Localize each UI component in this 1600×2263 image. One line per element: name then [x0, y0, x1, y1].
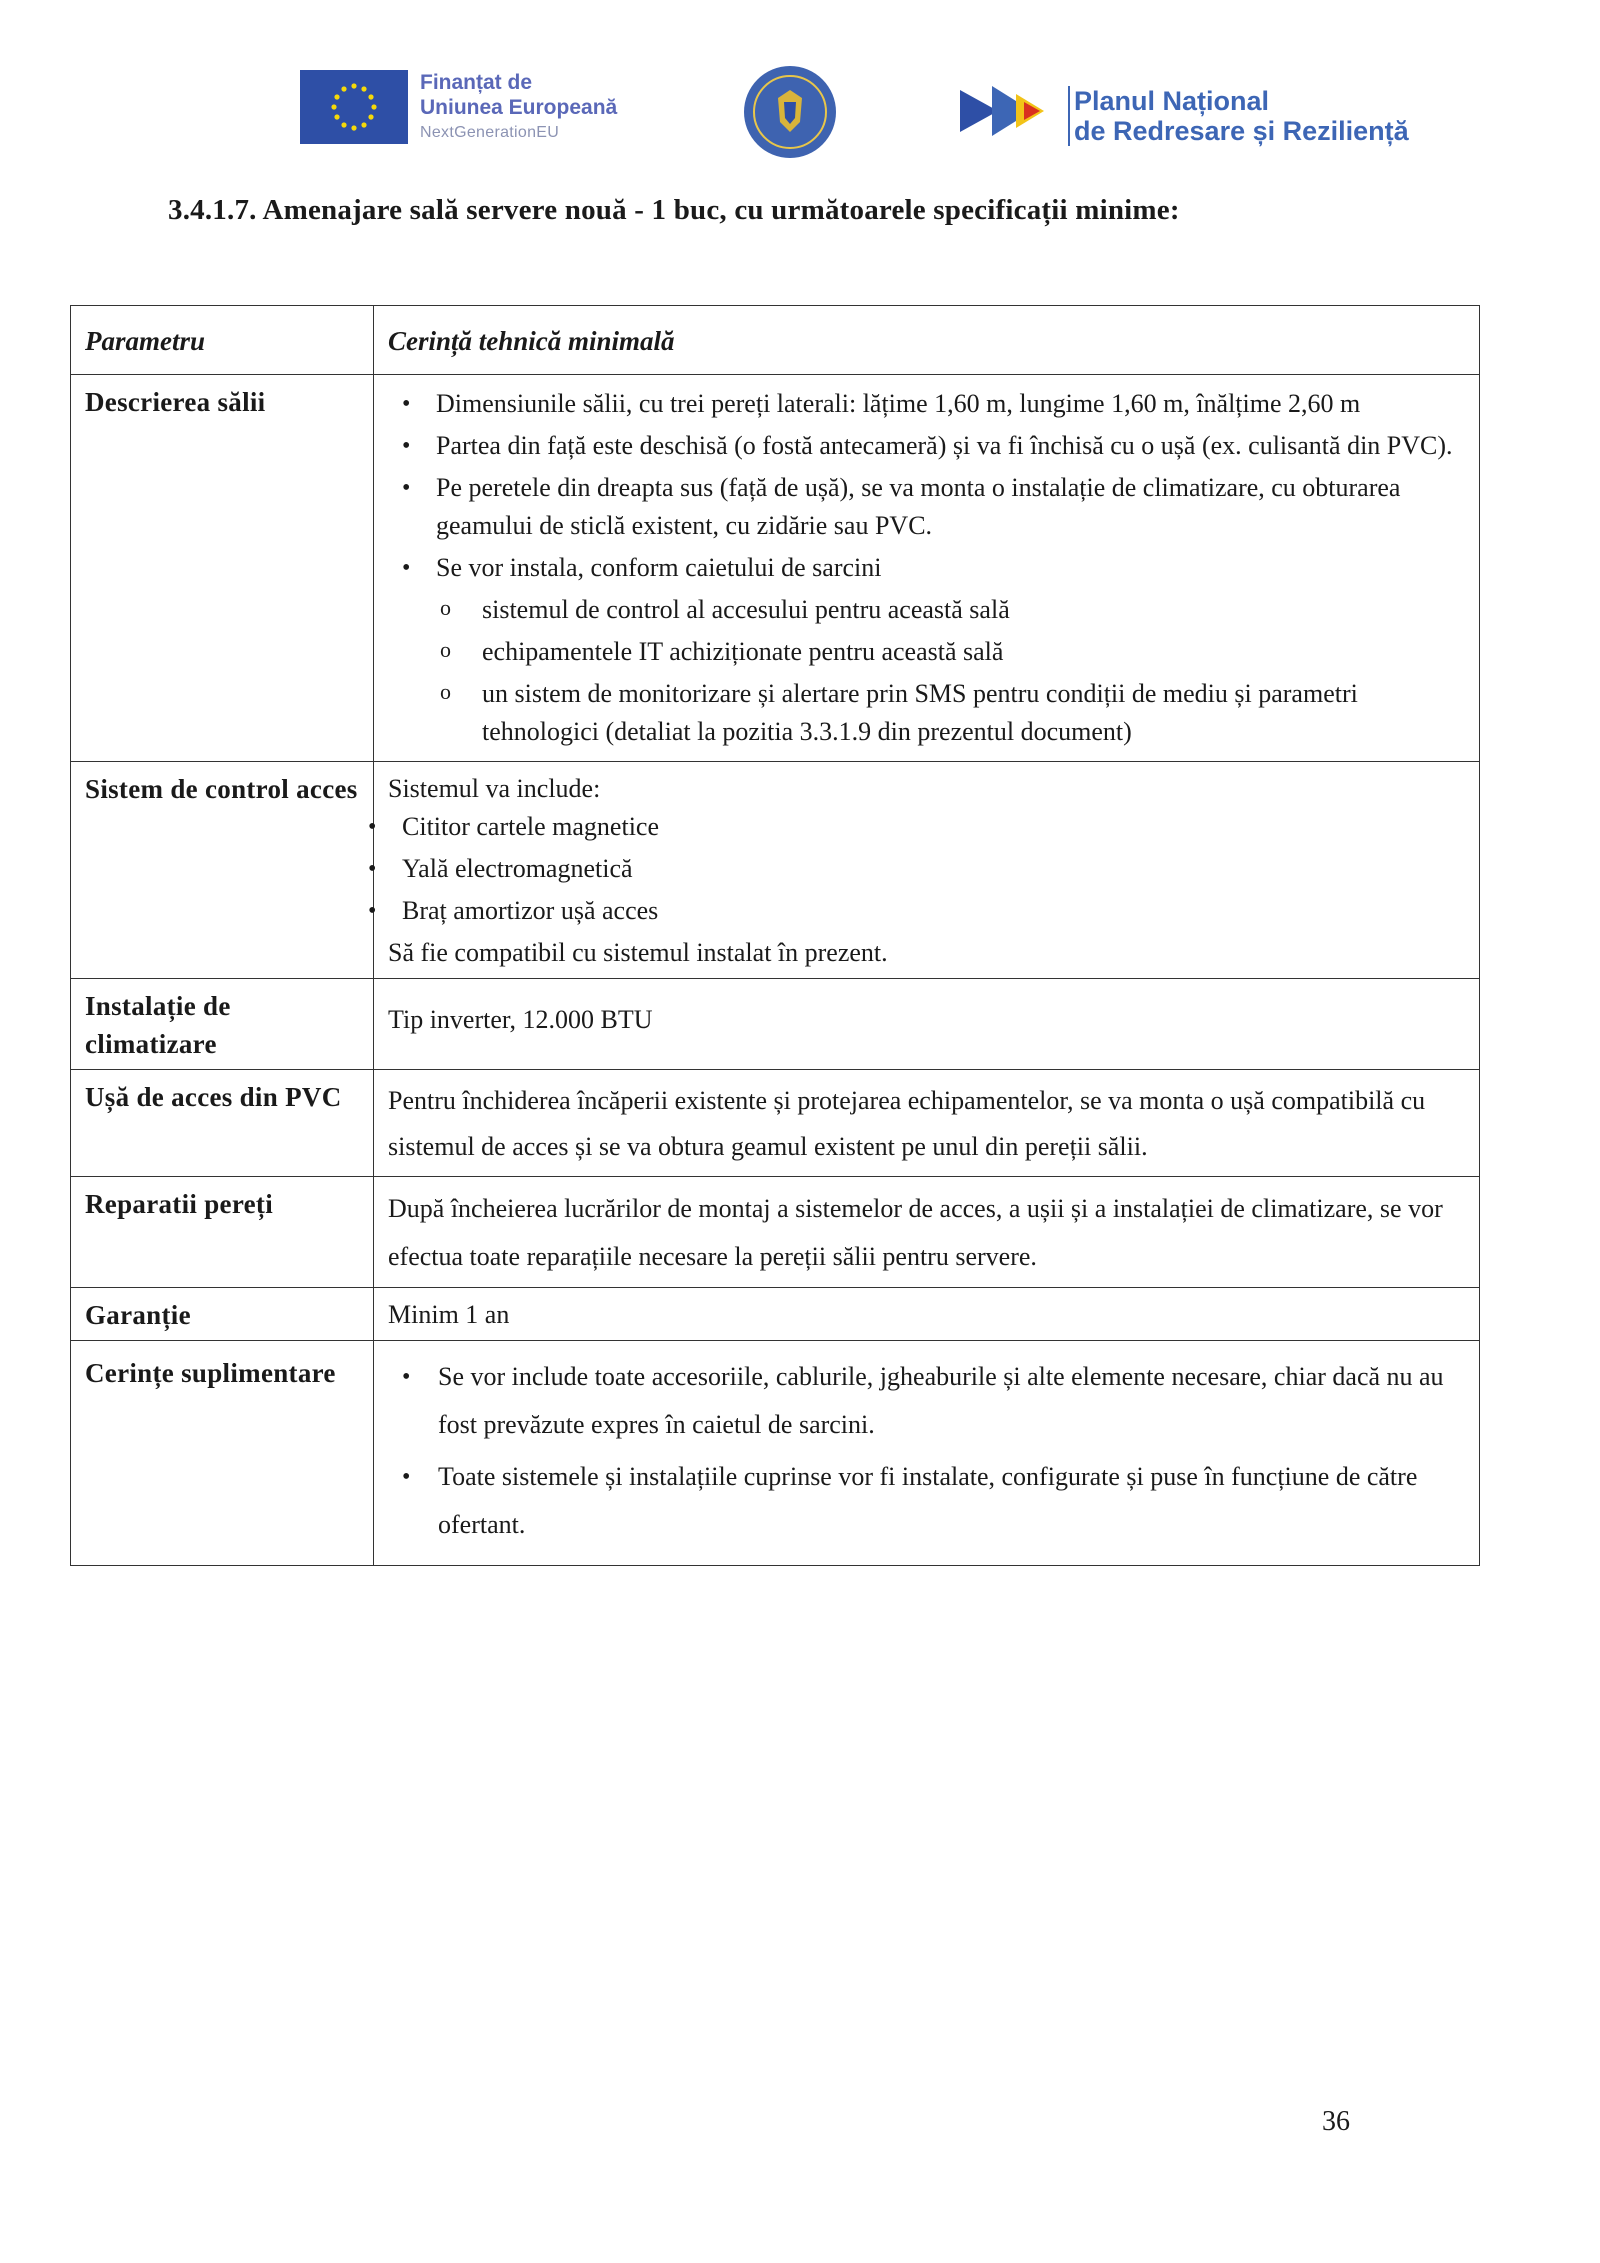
requirement-cell: Minim 1 an	[374, 1288, 1480, 1341]
list-item: o un sistem de monitorizare și alertare prin SMS pentru condiții de mediu și parametri tehnologici (detaliat la pozitia 3.3.1.9 din prezentul document)	[388, 675, 1467, 751]
requirement-cell: După încheierea lucrărilor de montaj a sistemelor de acces, a ușii și a instalației de climatizare, se vor efectua toate reparațiile necesare la pereții sălii pentru servere.	[374, 1177, 1480, 1288]
eu-funding-text	[420, 70, 617, 145]
table-header-row	[71, 306, 1480, 375]
table-row	[71, 979, 1480, 1070]
eu-line-3: NextGenerationEU	[420, 124, 560, 141]
column-header-parametru: Parametru	[71, 306, 374, 375]
list-item: • Se vor include toate accesoriile, cablurile, jgheaburile și alte elemente necesare, chiar dacă nu au fost prevăzute expres în caietul de sarcini.	[388, 1353, 1467, 1449]
page-number: 36	[1322, 2106, 1350, 2137]
bullet-list	[388, 385, 1467, 587]
list-item: • Dimensiunile sălii, cu trei pereți laterali: lățime 1,60 m, lungime 1,60 m, înălțime 2,60 m	[388, 385, 1467, 423]
intro-text: Sistemul va include:	[388, 774, 601, 803]
column-header-cerinta: Cerință tehnică minimală	[374, 306, 1480, 375]
param-cell: Garanție	[71, 1288, 374, 1341]
table-row	[71, 1341, 1480, 1566]
header-logos	[300, 62, 1430, 162]
eu-flag-icon	[300, 70, 408, 144]
pnrr-arrow-icon	[958, 80, 1050, 142]
list-item: • Se vor instala, conform caietului de sarcini	[388, 549, 1467, 587]
romanian-government-seal-icon	[740, 62, 840, 162]
requirement-text: Tip inverter, 12.000 BTU	[388, 1005, 653, 1034]
param-cell: Reparatii pereți	[71, 1177, 374, 1288]
list-item: • Partea din față este deschisă (o fostă antecameră) și va fi închisă cu o ușă (ex. culisantă din PVC).	[388, 427, 1467, 465]
section-title: 3.4.1.7. Amenajare sală servere nouă - 1 buc, cu următoarele specificații minime:	[168, 194, 1180, 226]
bullet-list	[354, 808, 1467, 930]
eu-line-2: Uniunea Europeană	[420, 96, 618, 119]
pnrr-line-2: de Redresare și Reziliență	[1074, 116, 1409, 146]
pnrr-line-1: Planul Național	[1074, 86, 1270, 116]
param-cell: Ușă de acces din PVC	[71, 1070, 374, 1177]
sub-bullet-list	[388, 591, 1467, 751]
list-item: o sistemul de control al accesului pentru această sală	[388, 591, 1467, 629]
list-item: • Toate sistemele și instalațiile cuprinse vor fi instalate, configurate și puse în funcțiune de către ofertant.	[388, 1453, 1467, 1549]
list-item: • Braț amortizor ușă acces	[354, 892, 1467, 930]
bullet-list	[388, 1353, 1467, 1549]
specifications-table	[70, 305, 1480, 1566]
table-row	[71, 1070, 1480, 1177]
param-cell: Sistem de control acces	[71, 762, 374, 979]
table-row	[71, 1177, 1480, 1288]
requirement-cell: Pentru închiderea încăperii existente și protejarea echipamentelor, se va monta o ușă compatibilă cu sistemul de acces și se va obtura geamul existent pe unul din pereții sălii.	[374, 1070, 1480, 1177]
requirement-cell	[374, 1341, 1480, 1566]
eu-line-1: Finanțat de	[420, 71, 533, 94]
table-row	[71, 762, 1480, 979]
table-row	[71, 1288, 1480, 1341]
list-item: • Yală electromagnetică	[354, 850, 1467, 888]
list-item: • Cititor cartele magnetice	[354, 808, 1467, 846]
param-cell: Descrierea sălii	[71, 375, 374, 762]
requirement-cell	[374, 762, 1480, 979]
outro-text: Să fie compatibil cu sistemul instalat în prezent.	[388, 938, 888, 967]
list-item: o echipamentele IT achiziționate pentru această sală	[388, 633, 1467, 671]
requirement-cell	[374, 979, 1480, 1070]
requirement-cell	[374, 375, 1480, 762]
pnrr-logo-text	[1068, 86, 1409, 146]
table-row	[71, 375, 1480, 762]
param-cell: Instalație de climatizare	[71, 979, 374, 1070]
list-item: • Pe peretele din dreapta sus (față de ușă), se va monta o instalație de climatizare, cu obturarea geamului de sticlă existent, cu zidărie sau PVC.	[388, 469, 1467, 545]
param-cell: Cerințe suplimentare	[71, 1341, 374, 1566]
